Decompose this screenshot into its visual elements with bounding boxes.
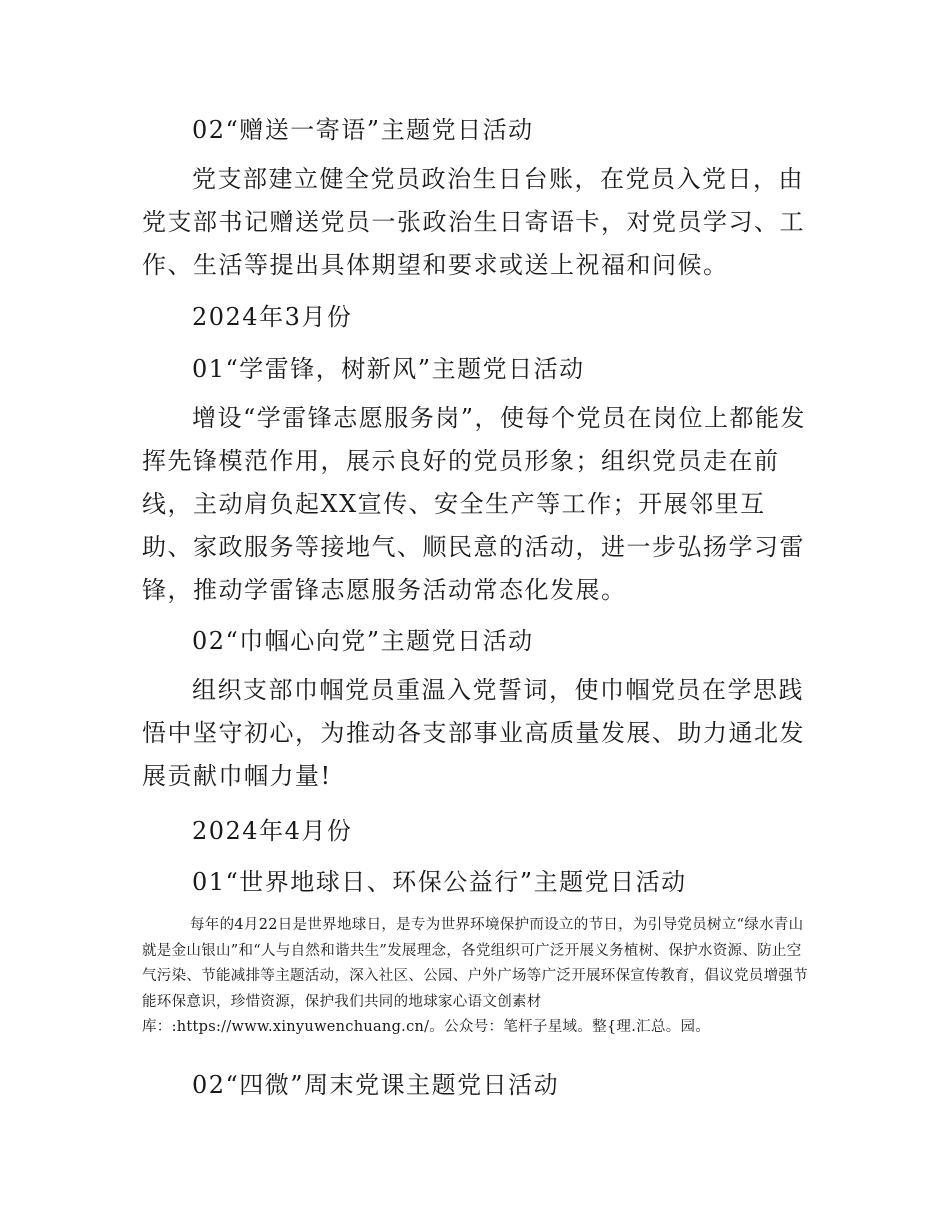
month-april: 2024年4月份: [192, 817, 353, 845]
paragraph-women: 组织支部巾帼党员重温入党誓词，使巾帼党员在学思践悟中坚守初心，为推动各支部事业高质量发展、助力通北发展贡献巾帼力量!: [142, 676, 805, 790]
paragraph-learn-leifeng: 增设“学雷锋志愿服务岗”，使每个党员在岗位上都能发挥先锋模范作用，展示良好的党员形象；组织党员走在前线，主动肩负起XX宣传、安全生产等工作；开展邻里互助、家政服务等接地气、顺民意的活动，进一步弘扬学习雷锋，推动学雷锋志愿服务活动常态化发展。: [142, 404, 807, 604]
heading-earth-day: 01“世界地球日、环保公益行”主题党日活动: [192, 868, 687, 896]
paragraph-earth-day: 每年的4月22日是世界地球日，是专为世界环境保护而设立的节日，为引导党员树立“绿水青山就是金山银山”和“人与自然和谐共生”发展理念，各党组织可广泛开展义务植树、保护水资源、防止空气污染、节能减排等主题活动，深入社区、公园、户外广场等广泛开展环保宣传教育，倡议党员增强节能环保意识，珍惜资源，保护我们共同的地球家心语文创素材库：:https://www.xinyuwenchuang.cn/。公众号：笔杆子星域。整{理.汇总。园。: [142, 917, 808, 1035]
heading-learn-leifeng: 01“学雷锋，树新风”主题党日活动: [192, 355, 585, 383]
heading-women: 02“巾帼心向党”主题党日活动: [192, 627, 534, 655]
month-march: 2024年3月份: [192, 303, 353, 331]
heading-gift-message: 02“赠送一寄语”主题党日活动: [192, 116, 534, 144]
heading-four-micro: 02“四微”周末党课主题党日活动: [192, 1071, 560, 1099]
paragraph-gift-message: 党支部建立健全党员政治生日台账，在党员入党日，由党支部书记赠送党员一张政治生日寄语卡，对党员学习、工作、生活等提出具体期望和要求或送上祝福和问候。: [142, 165, 805, 279]
